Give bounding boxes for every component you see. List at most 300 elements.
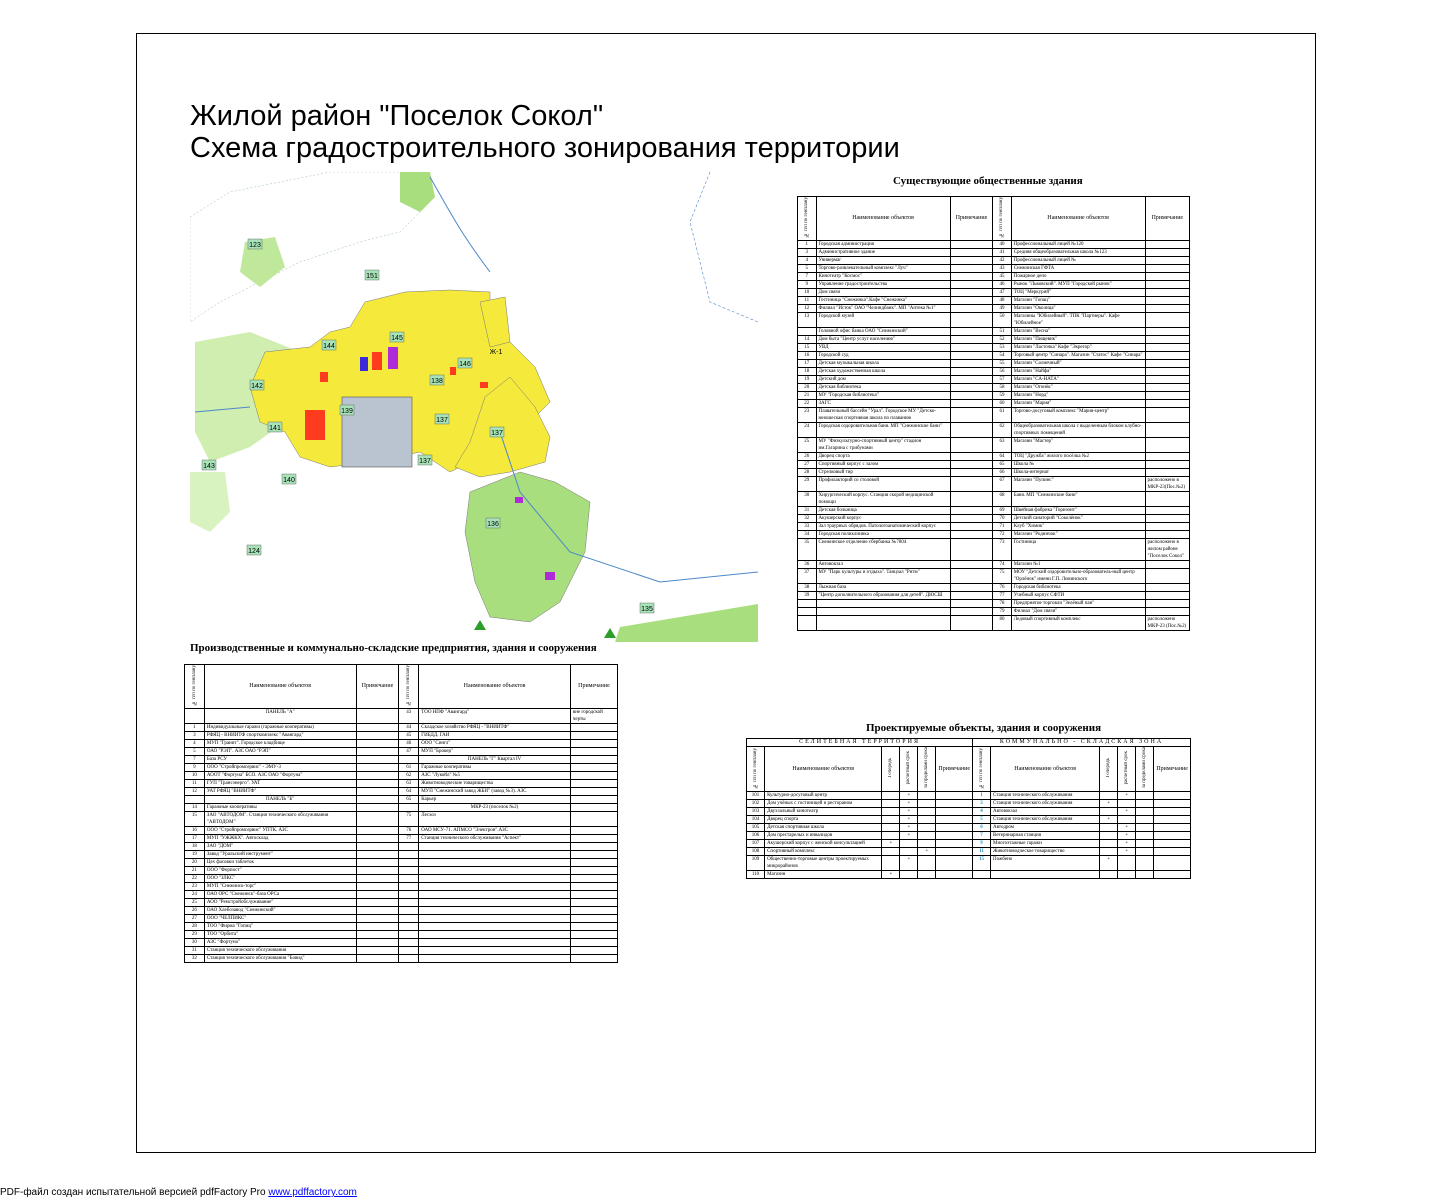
row-stage2: + bbox=[900, 800, 918, 808]
row-number: 103 bbox=[747, 808, 765, 816]
table-row bbox=[798, 592, 1190, 600]
row-stage3 bbox=[918, 856, 936, 871]
row-note bbox=[936, 848, 973, 856]
table-row bbox=[798, 368, 1190, 376]
row-name: Автовокзал bbox=[991, 808, 1100, 816]
row-note bbox=[570, 947, 617, 955]
row-name: Цех фасовки таблеток bbox=[204, 859, 356, 867]
zone-label-145: 145 bbox=[391, 335, 403, 342]
row-name: Стрелковый тир bbox=[816, 469, 950, 477]
row-name: Магазины "Юбилейный". ТПК "Партнеры". Кафе "Юбилейное" bbox=[1011, 313, 1145, 328]
row-note bbox=[936, 808, 973, 816]
row-note bbox=[1145, 336, 1189, 344]
row-number: 77 bbox=[399, 835, 419, 843]
row-name: ООО "Сингл" bbox=[419, 740, 571, 748]
row-note bbox=[1145, 592, 1189, 600]
row-stage2 bbox=[900, 848, 918, 856]
row-note bbox=[950, 273, 993, 281]
row-stage1 bbox=[882, 832, 900, 840]
table-row bbox=[798, 297, 1190, 305]
table-row bbox=[798, 392, 1190, 400]
row-note bbox=[356, 827, 399, 835]
row-number: 1 bbox=[973, 792, 991, 800]
row-name: МУП "Снежинск-торг" bbox=[204, 883, 356, 891]
row-stage2: + bbox=[900, 832, 918, 840]
col-name: Наименование объектов bbox=[419, 665, 571, 709]
row-stage1: + bbox=[1100, 800, 1118, 808]
row-note bbox=[950, 453, 993, 461]
table-row bbox=[798, 539, 1190, 561]
row-note bbox=[570, 931, 617, 939]
row-number: 45 bbox=[399, 732, 419, 740]
table-row bbox=[185, 756, 618, 764]
row-name: Детская спортивная школа bbox=[765, 824, 882, 832]
row-name: Детская библиотека bbox=[816, 384, 950, 392]
table-row bbox=[798, 360, 1190, 368]
row-name: Магазин "Пупинс" bbox=[1011, 477, 1145, 492]
table-row bbox=[798, 569, 1190, 584]
existing-buildings-table bbox=[797, 196, 1190, 631]
table-row bbox=[798, 249, 1190, 257]
row-note bbox=[356, 899, 399, 907]
table-row bbox=[798, 400, 1190, 408]
row-number: 22 bbox=[185, 875, 205, 883]
row-number: 51 bbox=[993, 328, 1012, 336]
row-name: УВД bbox=[816, 344, 950, 352]
pdffactory-link[interactable]: www.pdffactory.com bbox=[268, 1187, 357, 1198]
row-number: 107 bbox=[747, 840, 765, 848]
row-name: Торгово-развлекательный комплекс "Луч" bbox=[816, 265, 950, 273]
row-number: 45 bbox=[993, 273, 1012, 281]
row-number: 70 bbox=[993, 515, 1012, 523]
row-name: Дворец спорта bbox=[816, 453, 950, 461]
row-stage1 bbox=[882, 824, 900, 832]
row-number: 63 bbox=[993, 438, 1012, 453]
row-name: ОАО "РЭП". АЗС ОАО "РЭП" bbox=[204, 748, 356, 756]
row-number: 24 bbox=[185, 891, 205, 899]
row-note bbox=[1145, 297, 1189, 305]
table-row bbox=[185, 931, 618, 939]
row-name bbox=[419, 851, 571, 859]
row-note bbox=[950, 592, 993, 600]
table-row bbox=[185, 835, 618, 843]
row-stage2: + bbox=[1118, 840, 1136, 848]
row-note bbox=[356, 748, 399, 756]
row-stage3 bbox=[918, 808, 936, 816]
row-number bbox=[399, 891, 419, 899]
row-number: 56 bbox=[993, 368, 1012, 376]
row-note: расположено МКР-23 (Пос.№2) bbox=[1145, 616, 1189, 631]
map-title-line2: Схема градостроительного зонирования территории bbox=[190, 132, 900, 164]
row-stage3 bbox=[1136, 800, 1154, 808]
row-name: ЗАГС bbox=[816, 400, 950, 408]
row-name: Детская больница bbox=[816, 507, 950, 515]
row-stage2 bbox=[900, 871, 918, 879]
table-row bbox=[185, 883, 618, 891]
table-row bbox=[747, 824, 1191, 832]
row-name: РФЯЦ - ВНИИТФ спорткомплекс "Авангард" bbox=[204, 732, 356, 740]
row-name bbox=[419, 915, 571, 923]
table-row bbox=[747, 816, 1191, 824]
row-number: 75 bbox=[993, 569, 1012, 584]
row-note bbox=[570, 780, 617, 788]
row-note bbox=[950, 616, 993, 631]
row-name: База РСУ bbox=[204, 756, 356, 764]
row-number: 35 bbox=[798, 539, 817, 561]
row-number: 16 bbox=[798, 352, 817, 360]
row-number: 6 bbox=[973, 824, 991, 832]
row-note bbox=[570, 764, 617, 772]
row-name: Городская оздоровительная баня. МП "Снежинские бани" bbox=[816, 423, 950, 438]
row-name: Магазин "Пищевик" bbox=[1011, 336, 1145, 344]
row-name: Магазин "Найфа" bbox=[1011, 368, 1145, 376]
row-number: 29 bbox=[185, 931, 205, 939]
row-note bbox=[1145, 507, 1189, 515]
zone-label-123: 123 bbox=[249, 242, 261, 249]
table-row bbox=[798, 289, 1190, 297]
row-number: 3 bbox=[185, 732, 205, 740]
row-note bbox=[570, 891, 617, 899]
table-row bbox=[798, 531, 1190, 539]
row-number: 38 bbox=[798, 584, 817, 592]
row-name: МУП "Гранит". Городское кладбище bbox=[204, 740, 356, 748]
public-building-block bbox=[360, 357, 368, 371]
row-note bbox=[950, 352, 993, 360]
row-name: Гостиница bbox=[1011, 539, 1145, 561]
zone-label-137b: 137 bbox=[491, 430, 503, 437]
row-number: 5 bbox=[185, 748, 205, 756]
row-note bbox=[356, 709, 399, 724]
row-number bbox=[399, 955, 419, 963]
row-number: 102 bbox=[747, 800, 765, 808]
row-note bbox=[1145, 608, 1189, 616]
row-number: 17 bbox=[798, 360, 817, 368]
row-name: Гаражные кооперативы bbox=[204, 804, 356, 812]
row-number: 62 bbox=[993, 423, 1012, 438]
row-name: МУП "Снежинский завод ЖБИ" (завод №3). АЗС bbox=[419, 788, 571, 796]
table-row bbox=[185, 812, 618, 827]
row-number: 42 bbox=[993, 257, 1012, 265]
row-note bbox=[1145, 408, 1189, 423]
table-row bbox=[798, 305, 1190, 313]
row-note bbox=[570, 899, 617, 907]
table-row bbox=[798, 241, 1190, 249]
row-note bbox=[1145, 241, 1189, 249]
row-stage2: + bbox=[900, 808, 918, 816]
row-note bbox=[1154, 848, 1191, 856]
table-row bbox=[798, 600, 1190, 608]
row-number: 105 bbox=[747, 824, 765, 832]
row-number: 31 bbox=[185, 947, 205, 955]
row-number: 20 bbox=[185, 859, 205, 867]
row-number: 65 bbox=[399, 796, 419, 804]
row-note bbox=[570, 835, 617, 843]
row-name bbox=[419, 955, 571, 963]
row-number: 55 bbox=[993, 360, 1012, 368]
row-number: 80 bbox=[993, 616, 1012, 631]
table-row bbox=[798, 461, 1190, 469]
row-number: 53 bbox=[993, 344, 1012, 352]
row-name: Спортивный комплекс bbox=[765, 848, 882, 856]
col-name: Наименование объектов bbox=[816, 197, 950, 241]
col-num: № п/п по генплану bbox=[185, 665, 205, 709]
row-stage3 bbox=[1136, 848, 1154, 856]
row-name: Автодром bbox=[991, 824, 1100, 832]
row-note bbox=[1145, 360, 1189, 368]
table-row bbox=[185, 907, 618, 915]
row-stage2 bbox=[1118, 800, 1136, 808]
row-number bbox=[798, 328, 817, 336]
row-number bbox=[399, 867, 419, 875]
row-number: 58 bbox=[993, 384, 1012, 392]
table-row bbox=[798, 616, 1190, 631]
row-note bbox=[1154, 832, 1191, 840]
row-name: МКР-23 (поселок №2) bbox=[419, 804, 571, 812]
row-number: 74 bbox=[993, 561, 1012, 569]
row-note bbox=[356, 859, 399, 867]
row-note bbox=[1145, 461, 1189, 469]
row-note bbox=[356, 843, 399, 851]
public-building-block bbox=[480, 382, 488, 388]
row-name: ОАО МСУ-71. АПМСО "Электрон".АЗС bbox=[419, 827, 571, 835]
row-name: Филиал "Дом связи" bbox=[1011, 608, 1145, 616]
row-number bbox=[399, 804, 419, 812]
projected-title: Проектируемые объекты, здания и сооружения bbox=[866, 722, 1102, 734]
row-stage1 bbox=[882, 792, 900, 800]
row-number: 14 bbox=[185, 804, 205, 812]
row-name bbox=[419, 843, 571, 851]
row-note bbox=[1145, 453, 1189, 461]
row-number: 15 bbox=[798, 344, 817, 352]
row-number: 17 bbox=[185, 835, 205, 843]
zone-label-141: 141 bbox=[269, 425, 281, 432]
row-note bbox=[356, 875, 399, 883]
industrial-title: Производственные и коммунально-складские предприятия, здания и сооружения bbox=[190, 642, 597, 654]
row-number: 67 bbox=[993, 477, 1012, 492]
row-name: Головной офис банка ОАО "Снежинский" bbox=[816, 328, 950, 336]
row-note bbox=[1154, 808, 1191, 816]
row-name: Магазин "СА-НАТА" bbox=[1011, 376, 1145, 384]
row-number: 36 bbox=[798, 561, 817, 569]
row-name bbox=[419, 947, 571, 955]
row-number: 46 bbox=[993, 281, 1012, 289]
row-note bbox=[950, 561, 993, 569]
row-note bbox=[950, 305, 993, 313]
row-name: МУ "Физкультурно-спортивный центр" стадион им.Гагарина с трибунами bbox=[816, 438, 950, 453]
public-building-block bbox=[450, 367, 456, 375]
row-note bbox=[570, 939, 617, 947]
row-name: Хирургический корпус. Станция скорой медицинской помощи bbox=[816, 492, 950, 507]
row-number bbox=[399, 859, 419, 867]
row-name: Магазин "Мария" bbox=[1011, 400, 1145, 408]
row-stage3 bbox=[1136, 832, 1154, 840]
table-row bbox=[185, 947, 618, 955]
row-note bbox=[570, 851, 617, 859]
row-note bbox=[570, 756, 617, 764]
park-zone-south bbox=[465, 472, 590, 622]
row-name: Ветеринарная станция bbox=[991, 832, 1100, 840]
table-row bbox=[747, 871, 1191, 879]
row-number: 15 bbox=[185, 812, 205, 827]
row-note bbox=[1154, 871, 1191, 879]
row-number: 12 bbox=[798, 305, 817, 313]
table-row bbox=[185, 923, 618, 931]
row-note bbox=[950, 438, 993, 453]
row-number: 31 bbox=[798, 507, 817, 515]
row-number bbox=[399, 947, 419, 955]
table-row bbox=[798, 273, 1190, 281]
row-note: расположено в жилом районе "Поселок Сокол" bbox=[1145, 539, 1189, 561]
row-number: 15 bbox=[973, 856, 991, 871]
row-number: 21 bbox=[185, 867, 205, 875]
row-name: Предприятие торговли "Зелёный пан" bbox=[1011, 600, 1145, 608]
zone-label-136: 136 bbox=[487, 521, 499, 528]
row-stage3 bbox=[918, 800, 936, 808]
row-note bbox=[356, 835, 399, 843]
row-number: 25 bbox=[185, 899, 205, 907]
row-note bbox=[950, 408, 993, 423]
road bbox=[430, 177, 490, 272]
table-row bbox=[798, 352, 1190, 360]
row-stage3 bbox=[1136, 816, 1154, 824]
row-stage3 bbox=[1136, 840, 1154, 848]
row-name: Учебный корпус СФТИ bbox=[1011, 592, 1145, 600]
row-name: Дом быта "Центр услуг населению" bbox=[816, 336, 950, 344]
row-stage3 bbox=[918, 871, 936, 879]
row-number: 4 bbox=[798, 257, 817, 265]
row-stage1 bbox=[1100, 871, 1118, 879]
row-note bbox=[1145, 265, 1189, 273]
table-row bbox=[798, 265, 1190, 273]
row-number: 43 bbox=[399, 709, 419, 724]
row-name: ТОО "Орбита" bbox=[204, 931, 356, 939]
row-name: Клуб "Химик" bbox=[1011, 523, 1145, 531]
row-number: 25 bbox=[798, 438, 817, 453]
zone-label-151: 151 bbox=[366, 273, 378, 280]
row-stage1 bbox=[882, 800, 900, 808]
row-number: 57 bbox=[993, 376, 1012, 384]
row-name: Дом престарелых и инвалидов bbox=[765, 832, 882, 840]
row-stage2: + bbox=[1118, 792, 1136, 800]
row-number: 4 bbox=[185, 740, 205, 748]
row-number: 66 bbox=[993, 469, 1012, 477]
row-name: Станция технического обслуживания "Бовид" bbox=[204, 955, 356, 963]
row-stage3 bbox=[1136, 792, 1154, 800]
row-stage3 bbox=[918, 832, 936, 840]
table-row bbox=[798, 492, 1190, 507]
row-note bbox=[1145, 492, 1189, 507]
row-note bbox=[1145, 392, 1189, 400]
row-stage1 bbox=[882, 856, 900, 871]
row-note bbox=[1145, 423, 1189, 438]
row-name: ООО "ЧЕЛПИКС" bbox=[204, 915, 356, 923]
row-name: Магазин "Ласточка" Кафе "Экрегор" bbox=[1011, 344, 1145, 352]
projected-table: СЕЛИТЕБНАЯ ТЕРРИТОРИЯ КОММУНАЛЬНО - СКЛАДСКАЯ ЗОНА № п/п по генплану Наименование объектов I очередь расчетный срок за пределами срока Примечание № п/п по генплану Наименование объектов I очередь расчетный срок за пределами срока Примечание 101 Культурно-досуговый центр + 1 Станция технического обслуживания + 102 Дом учёных с гостиницей и рестораном + 3 Станция технического обслуживания + 103 Двухзальный кинотеатр + 4 Автовокзал + 104 Дворец спорта + 5 Станция технического обслуживания + 105 Детская спортивная школа + 6 Автодром + 106 Дом престарелых и инвалидов + 7 Ветеринарная станция + 107 Акушерский корпус с женской консультацией + 9 Многоэтажные гаражи + 108 Спортивный комплекс + 11 Животноводческое товарищество + 109 Общественно-торговые центры проектируемых микрорайонов + 15 Пожбено + 110 Магазин + bbox=[746, 738, 1191, 879]
row-note bbox=[1145, 368, 1189, 376]
row-name bbox=[991, 871, 1100, 879]
row-stage1: + bbox=[882, 840, 900, 848]
row-stage2: + bbox=[900, 816, 918, 824]
row-note bbox=[570, 748, 617, 756]
row-note bbox=[356, 764, 399, 772]
row-name: Плавательный бассейн "Урал". Городское МУ "Детско-юношеская спортивная школа по плаванию bbox=[816, 408, 950, 423]
row-number: 26 bbox=[798, 453, 817, 461]
row-name: Общеобразовательная школа с выделенным блоком клубно-спортивных помещений bbox=[1011, 423, 1145, 438]
table-row bbox=[798, 336, 1190, 344]
row-number bbox=[399, 907, 419, 915]
row-name: ООО "Стройпромсервис" - ЭМУ-3 bbox=[204, 764, 356, 772]
row-number: 72 bbox=[993, 531, 1012, 539]
row-number: 9 bbox=[798, 281, 817, 289]
row-stage3 bbox=[918, 792, 936, 800]
table-row bbox=[798, 477, 1190, 492]
row-number: 60 bbox=[993, 400, 1012, 408]
row-note bbox=[356, 883, 399, 891]
row-number: 10 bbox=[185, 772, 205, 780]
table-row bbox=[798, 469, 1190, 477]
row-name: Кинотеатр "Космос" bbox=[816, 273, 950, 281]
row-stage1 bbox=[1100, 792, 1118, 800]
table-row bbox=[798, 608, 1190, 616]
row-name: Многоэтажные гаражи bbox=[991, 840, 1100, 848]
table-row bbox=[185, 724, 618, 732]
table-row bbox=[798, 384, 1190, 392]
row-name: Общественно-торговые центры проектируемых микрорайонов bbox=[765, 856, 882, 871]
row-note bbox=[950, 523, 993, 531]
row-note bbox=[1145, 400, 1189, 408]
row-note bbox=[950, 344, 993, 352]
row-name: Магазин "Родничок" bbox=[1011, 531, 1145, 539]
row-name: Автовокзал bbox=[816, 561, 950, 569]
row-number: 11 bbox=[973, 848, 991, 856]
table-row bbox=[185, 899, 618, 907]
table-row bbox=[798, 423, 1190, 438]
row-note bbox=[570, 788, 617, 796]
table-row bbox=[747, 840, 1191, 848]
row-number: 62 bbox=[399, 772, 419, 780]
row-name bbox=[419, 859, 571, 867]
row-name: Профилакторий со столовой bbox=[816, 477, 950, 492]
row-name: Профессиональный лицей №120 bbox=[1011, 241, 1145, 249]
public-building-block bbox=[545, 572, 555, 580]
row-note bbox=[570, 804, 617, 812]
row-note bbox=[570, 907, 617, 915]
row-stage3 bbox=[918, 824, 936, 832]
row-note bbox=[356, 732, 399, 740]
row-note bbox=[570, 772, 617, 780]
hatched-green-southeast bbox=[615, 604, 758, 642]
row-name: Магазин №1 bbox=[1011, 561, 1145, 569]
table-row bbox=[747, 800, 1191, 808]
col-note: Примечание bbox=[1145, 197, 1189, 241]
row-number: 54 bbox=[993, 352, 1012, 360]
row-name: МУП "УЖЖКХ". Автосклад bbox=[204, 835, 356, 843]
row-number: 3 bbox=[798, 249, 817, 257]
row-note bbox=[950, 569, 993, 584]
row-name: Школа № bbox=[1011, 461, 1145, 469]
row-note bbox=[1145, 469, 1189, 477]
row-name: Магазин "Мастер" bbox=[1011, 438, 1145, 453]
row-note bbox=[1145, 273, 1189, 281]
row-note bbox=[356, 804, 399, 812]
row-name: "Центр дополнительного образования для детей". ДЮСШ bbox=[816, 592, 950, 600]
row-number: 34 bbox=[798, 531, 817, 539]
row-note bbox=[936, 832, 973, 840]
row-note bbox=[570, 796, 617, 804]
row-stage2: + bbox=[1118, 808, 1136, 816]
row-stage3: + bbox=[918, 848, 936, 856]
row-note bbox=[570, 827, 617, 835]
